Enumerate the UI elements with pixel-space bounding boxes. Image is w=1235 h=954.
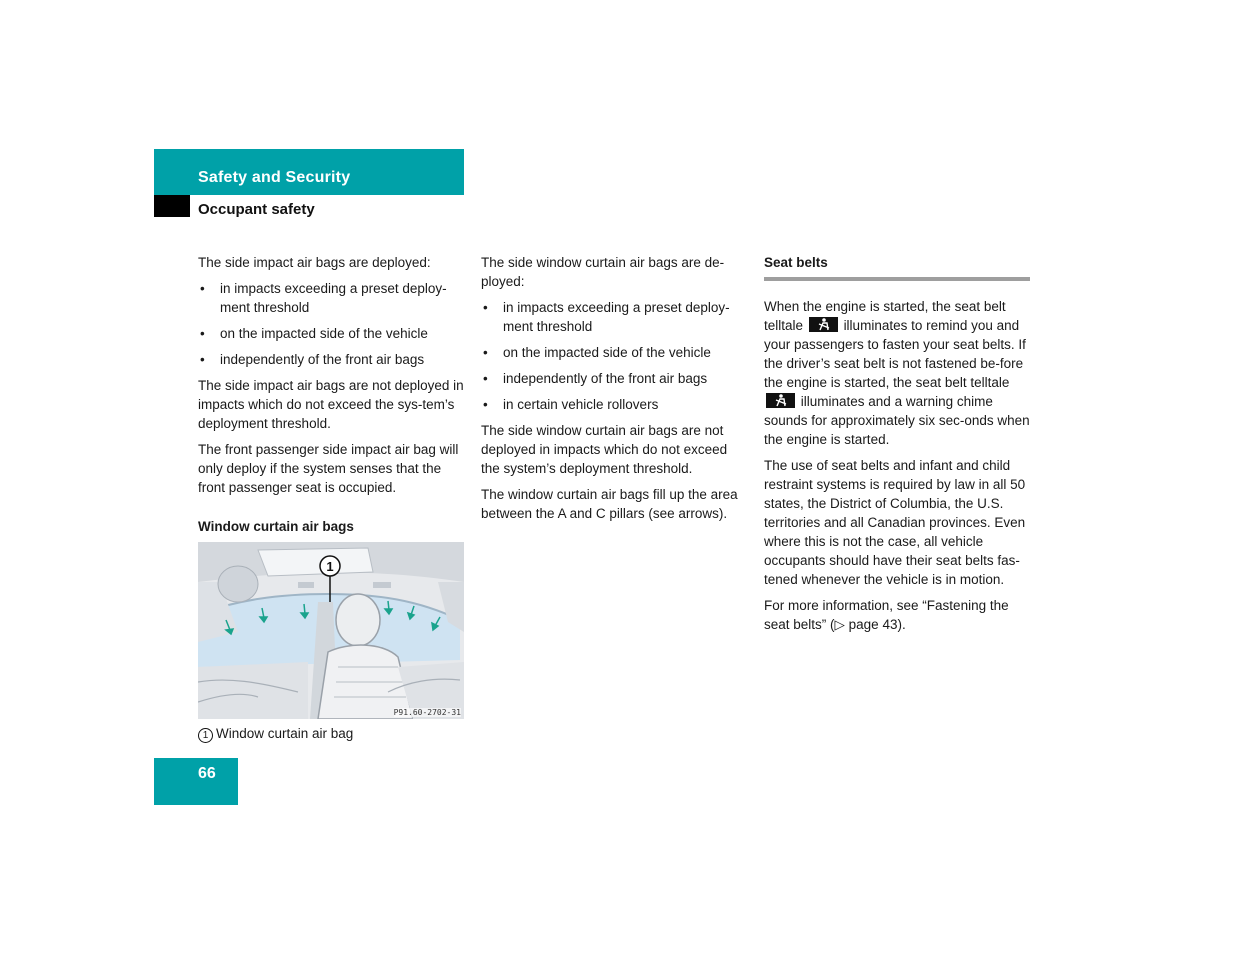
caption-number: 1	[198, 728, 213, 743]
column-3	[764, 253, 1030, 641]
seat-belt-telltale-icon	[766, 393, 795, 408]
section-title: Safety and Security	[198, 169, 351, 186]
window-curtain-airbag-illustration	[198, 542, 464, 719]
list-item: • independently of the front air bags	[481, 369, 747, 388]
list-item: • independently of the front air bags	[198, 350, 464, 369]
page-number-box	[154, 758, 238, 805]
front-passenger-airbag: The front passenger side impact air bag will only deploy if the system senses that the front passenger seat is occupied.	[198, 442, 459, 495]
list-item: • in impacts exceeding a preset deploy-ment threshold	[481, 298, 747, 336]
telltale-text-b: illuminates to remind you and your passengers to fasten your seat belts. If the driver’s seat belt is not fastened be-fore the engine is started, the seat belt telltale	[764, 318, 1026, 390]
seat-belts-heading: Seat belts	[764, 253, 1030, 281]
list-item: • on the impacted side of the vehicle	[481, 343, 747, 362]
side-airbag-intro: The side impact air bags are deployed:	[198, 255, 431, 270]
curtain-airbag-area: The window curtain air bags fill up the area between the A and C pillars (see arrows).	[481, 487, 738, 521]
window-curtain-heading: Window curtain air bags	[198, 519, 354, 534]
figure-code: P91.60-2702-31	[393, 708, 461, 717]
page-reference[interactable]: For more information, see “Fastening the seat belts” (▷ page 43).	[764, 598, 1009, 632]
curtain-airbag-intro: The side window curtain air bags are de-ployed:	[481, 255, 725, 289]
seat-belt-telltale-icon	[809, 317, 838, 332]
caption-text: Window curtain air bag	[216, 726, 354, 741]
curtain-airbag-list	[481, 298, 747, 414]
telltale-text-c: illuminates and a warning chime sounds for approximately six sec-onds when the engine is started.	[764, 394, 1030, 447]
telltale-text-a: When the engine is started, the seat belt telltale	[764, 299, 1006, 333]
side-airbag-not-deployed: The side impact air bags are not deployed in impacts which do not exceed the sys-tem’s deployment threshold.	[198, 378, 464, 431]
section-marker	[154, 195, 190, 217]
seat-belt-telltale-paragraph	[764, 297, 1030, 449]
figure-callout: 1	[326, 559, 334, 574]
list-item: • on the impacted side of the vehicle	[198, 324, 464, 343]
list-item: • in impacts exceeding a preset deploy-ment threshold	[198, 279, 464, 317]
subsection-title: Occupant safety	[198, 201, 315, 218]
figure-caption	[198, 724, 353, 743]
column-2	[481, 253, 747, 530]
page-number: 66	[198, 765, 216, 782]
side-airbag-list	[198, 279, 464, 369]
seat-belt-law-paragraph: The use of seat belts and infant and child restraint systems is required by law in all 50 states, the District of Columbia, the U.S. territories and all Canadian provinces. Even where this is not the case, all vehicle occupants should have their seat belts fas-tened whenever the vehicle is in motion.	[764, 458, 1026, 587]
column-1	[198, 253, 464, 543]
list-item: • in certain vehicle rollovers	[481, 395, 747, 414]
curtain-airbag-not-deployed: The side window curtain air bags are not deployed in impacts which do not exceed the system’s deployment threshold.	[481, 423, 728, 476]
